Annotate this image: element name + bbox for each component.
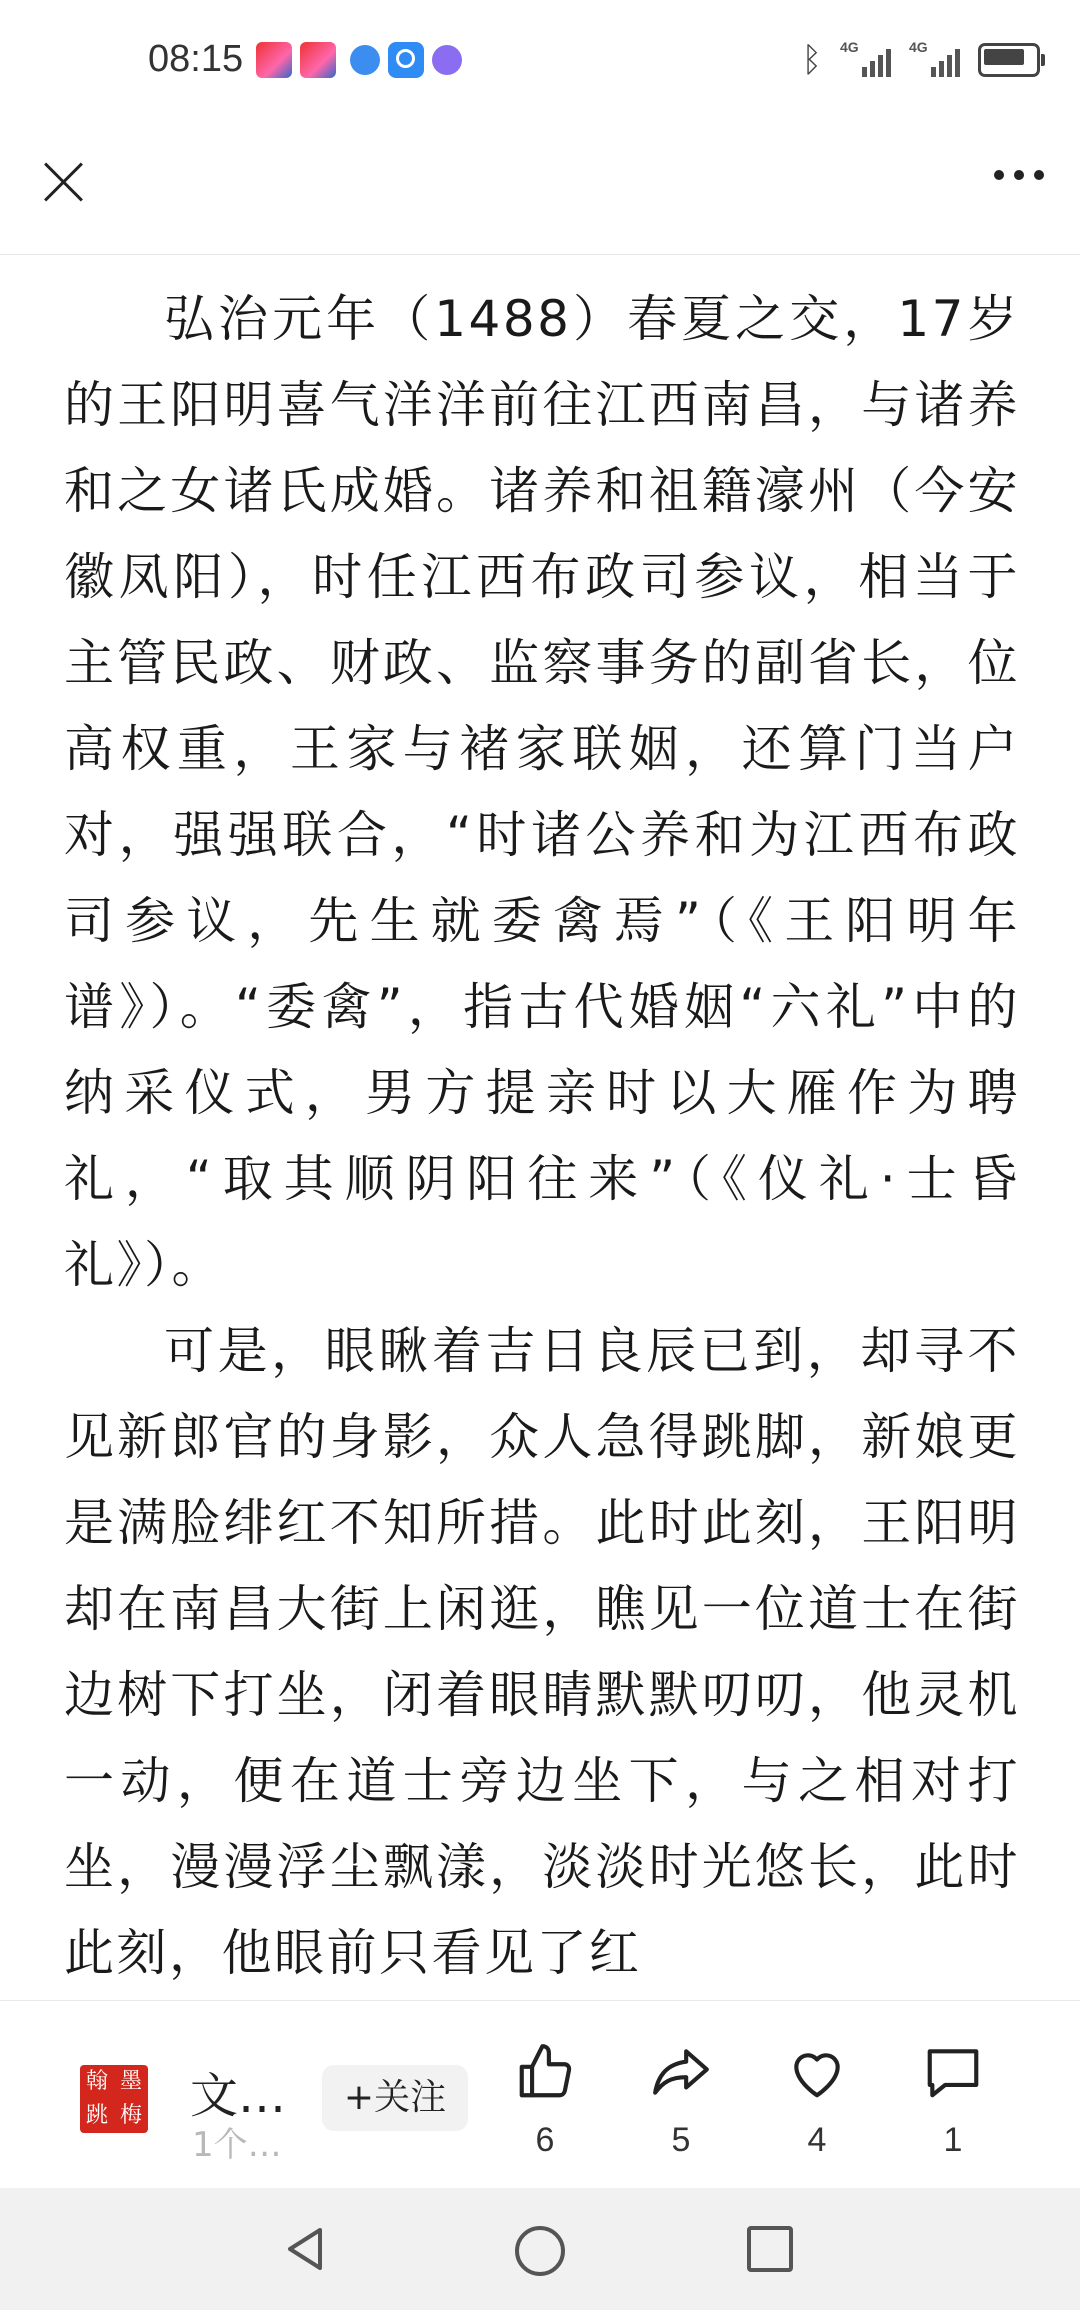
circle-home-icon[interactable] xyxy=(513,2224,567,2278)
thumbs-up-icon xyxy=(514,2041,576,2103)
battery-icon xyxy=(978,43,1040,77)
comment-button[interactable] xyxy=(913,2041,993,2160)
avatar-char: 翰 xyxy=(85,2069,108,2094)
square-recents-icon[interactable] xyxy=(745,2224,795,2274)
favorite-count: 4 xyxy=(807,2121,827,2159)
comment-icon xyxy=(922,2041,984,2103)
notification-icons xyxy=(256,42,462,78)
triangle-back-icon[interactable] xyxy=(280,2224,330,2274)
close-icon[interactable] xyxy=(36,154,90,208)
avatar[interactable] xyxy=(80,2065,148,2133)
signal-label: 4G xyxy=(909,39,928,55)
bluetooth-icon: ᛒ xyxy=(801,40,822,80)
bottom-action-bar xyxy=(0,2000,1080,2189)
app-red-icon xyxy=(300,42,336,78)
share-count: 5 xyxy=(671,2121,691,2159)
like-button[interactable] xyxy=(505,2041,585,2160)
avatar-char: 跳 xyxy=(85,2103,108,2128)
signal-label: 4G xyxy=(840,39,859,55)
share-arrow-icon xyxy=(650,2041,712,2103)
avatar-char: 梅 xyxy=(119,2103,142,2128)
app-red-icon xyxy=(256,42,292,78)
article-paragraph: 可是，眼瞅着吉日良辰已到，却寻不见新郎官的身影，众人急得跳脚，新娘更是满脸绯红不知所措。此时此刻，王阳明却在南昌大街上闲逛，瞧见一位道士在街边树下打坐，闭着眼睛默默叨叨，他灵机一动，便在道士旁边坐下，与之相对打坐，漫漫浮尘飘漾，淡淡时光悠长，此时此刻，他眼前只看见了红 xyxy=(64,1322,1020,1982)
comment-count: 1 xyxy=(943,2121,963,2159)
more-horizontal-icon[interactable] xyxy=(994,170,1044,180)
search-app-icon xyxy=(388,42,424,78)
system-nav-bar xyxy=(0,2188,1080,2310)
top-bar xyxy=(0,126,1080,255)
status-bar xyxy=(0,0,1080,126)
browser-dot-icon xyxy=(350,45,380,75)
follow-button[interactable]: +关注 xyxy=(322,2065,468,2131)
author-name[interactable]: 文… xyxy=(190,2068,287,2124)
favorite-button[interactable] xyxy=(777,2041,857,2160)
author-subtitle: 1个… xyxy=(192,2125,282,2165)
status-indicators xyxy=(802,40,1040,80)
signal-icon xyxy=(909,39,960,77)
like-count: 6 xyxy=(535,2121,555,2159)
article-body xyxy=(64,276,1020,2000)
status-time: 08:15 xyxy=(148,38,244,80)
signal-icon xyxy=(840,39,891,77)
heart-icon xyxy=(786,2041,848,2103)
music-icon xyxy=(432,45,462,75)
avatar-char: 墨 xyxy=(119,2069,142,2094)
article-paragraph: 弘治元年（1488）春夏之交，17岁的王阳明喜气洋洋前往江西南昌，与诸养和之女诸氏成婚。诸养和祖籍濠州（今安徽凤阳），时任江西布政司参议，相当于主管民政、财政、监察事务的副省长，位高权重，王家与褚家联姻，还算门当户对，强强联合，“时诸公养和为江西布政司参议，先生就委禽焉”（《王阳明年谱》）。“委禽”，指古代婚姻“六礼”中的纳采仪式，男方提亲时以大雁作为聘礼，“取其顺阴阳往来”（《仪礼·士昏礼》）。 xyxy=(64,290,1020,1294)
share-button[interactable] xyxy=(641,2041,721,2160)
